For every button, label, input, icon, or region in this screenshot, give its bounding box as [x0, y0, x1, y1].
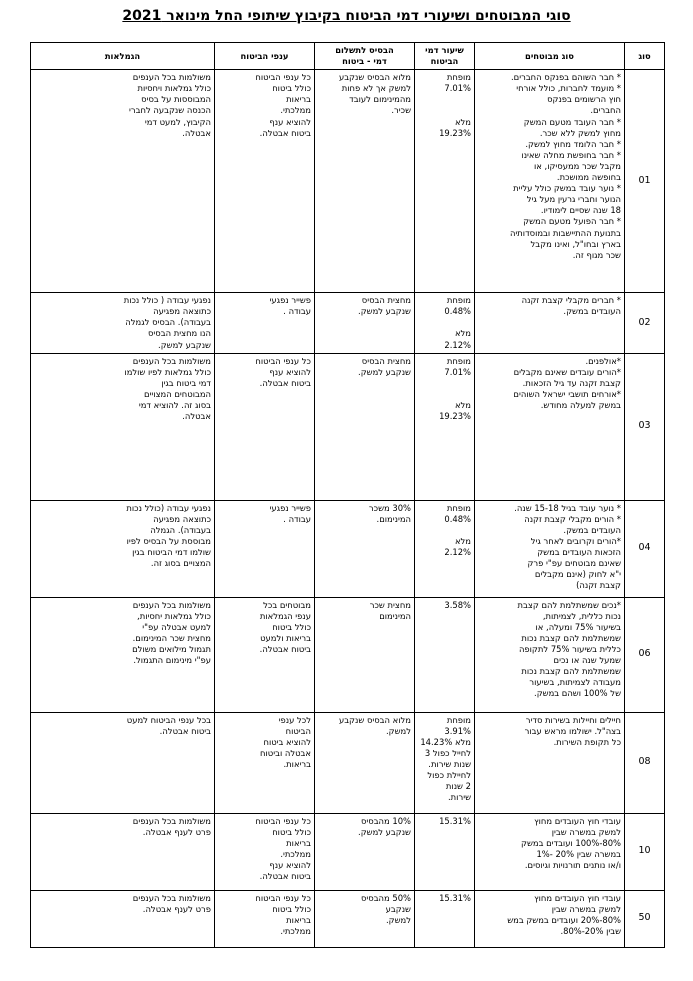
- table-header-row: [31, 43, 665, 70]
- table-row: [31, 597, 665, 712]
- cell-type: * חברים מקבלי קצבת זקנה העובדים במשק.: [475, 293, 625, 353]
- cell-rate: מופחת 3.91% מלא 14.23% לחייל כפול 3 שנות שירות. לחיילת כפול 2 שנות שירות.: [415, 712, 475, 813]
- header-code: סוג: [625, 43, 665, 70]
- cell-rate: מופחת 0.48% מלא 2.12%: [415, 293, 475, 353]
- table-row: [31, 890, 665, 947]
- cell-benefits: נפגעי עבודה (כולל נכות כתוצאה מפגיעה בעבודה). הגמלה מבוססת על הבסיס לפיו שולמו דמי הביטוח בגין המצויים בסוג זה.: [31, 500, 215, 597]
- header-branches: ענפי הביטוח: [215, 43, 315, 70]
- cell-benefits: משולמות בכל הענפים כולל גמלאות ויחסיות המבוססות על בסיס הכנסה שנקבעה לחברי הקיבוץ, למעט דמי אבטלה.: [31, 70, 215, 293]
- cell-code: 01: [625, 70, 665, 293]
- cell-branches: מבוטחים בכל ענפי הגמלאות כולל ביטוח בריאות ולמעט ביטוח אבטלה.: [215, 597, 315, 712]
- cell-benefits: בכל ענפי הביטוח למעט ביטוח אבטלה.: [31, 712, 215, 813]
- cell-code: 04: [625, 500, 665, 597]
- cell-type: עובדי חוץ העובדים מחוץ למשק במשרה שבין 80%-20% ועובדים במשק במש שבין 20%-80%.: [475, 890, 625, 947]
- cell-basis: מחצית שכר המינימום: [315, 597, 415, 712]
- cell-basis: מחצית הבסיס שנקבע למשק.: [315, 293, 415, 353]
- cell-rate: 15.31%: [415, 813, 475, 890]
- cell-rate: 3.58%: [415, 597, 475, 712]
- cell-basis: 10% מהבסיס שנקבע למשק.: [315, 813, 415, 890]
- cell-code: 02: [625, 293, 665, 353]
- cell-code: 03: [625, 353, 665, 500]
- cell-benefits: משולמות בכל הענפים פרט לענף אבטלה.: [31, 813, 215, 890]
- table-row: [31, 70, 665, 293]
- cell-branches: כל ענפי הביטוח כולל ביטוח בריאות ממלכתי. להוציא ענף ביטוח אבטלה.: [215, 813, 315, 890]
- table-row: [31, 813, 665, 890]
- table-row: [31, 293, 665, 353]
- cell-code: 08: [625, 712, 665, 813]
- table-row: [31, 353, 665, 500]
- cell-rate: מופחת 0.48% מלא 2.12%: [415, 500, 475, 597]
- cell-type: * נוער עובד בגיל 15-18 שנה. * הורים מקבלי קצבת זקנה העובדים במשק. *הורים וקרובים לאחר גיל הזכאות העובדים במשק שאינם מבוטחים עפ"י פרק י"א לחוק (אינם מקבלים קצבת זקנה): [475, 500, 625, 597]
- cell-basis: מלוא הבסיס שנקבע למשק אך לא פחות מהמינימום לעובד שכיר.: [315, 70, 415, 293]
- cell-rate: מופחת 7.01% מלא 19.23%: [415, 70, 475, 293]
- cell-rate: מופחת 7.01% מלא 19.23%: [415, 353, 475, 500]
- cell-benefits: נפגעי עבודה ( כולל נכות כתוצאה מפגיעה בעבודה). הבסיס לגמלה הנו מחצית הבסיס שנקבע למשק.: [31, 293, 215, 353]
- cell-type: * חבר השוהם בפנקס החברים. * מועמד לחברות, כולל אורחי חוץ הרשומים בפנקס החברים. * חבר העובד מטעם המשק מחוץ למשק ללא שכר. * חבר הלומד מחוץ למשק. * חבר בחופשת מחלה שאינו מקבל שכר ממעסיקו, או בחופשה ממושכת. * נוער עובד במשק כולל עליית הנוער וחברי גרעין מעל גיל 18 שנה שסיים לימודיו. * חבר הפועל מטעם המשק בתנועת ההתיישבות ובמוסדותיה בארץ ובחו"ל, ואינו מקבל שכר מגוף זה.: [475, 70, 625, 293]
- cell-basis: 50% מהבסיס שנקבע למשק.: [315, 890, 415, 947]
- cell-type: *אולפנים. *הורים עובדים שאינם מקבלים קצבת זקנה עד גיל הזכאות. *אורחים תושבי ישראל השוהים במשק למעלה מחודש.: [475, 353, 625, 500]
- cell-code: 10: [625, 813, 665, 890]
- cell-benefits: משולמות בכל הענפים פרט לענף אבטלה.: [31, 890, 215, 947]
- cell-code: 06: [625, 597, 665, 712]
- insured-types-table: [30, 42, 665, 948]
- header-benefits: הגמלאות: [31, 43, 215, 70]
- cell-basis: מחצית הבסיס שנקבע למשק.: [315, 353, 415, 500]
- header-basis: הבסיס לתשלום דמי - ביטוח: [315, 43, 415, 70]
- table-row: [31, 500, 665, 597]
- cell-rate: 15.31%: [415, 890, 475, 947]
- cell-branches: פשייר נפגעי עבודה .: [215, 293, 315, 353]
- cell-benefits: משולמות בכל הענפים כולל גמלאות יחסיות, למעט אבטלה עפ"י מחצית שכר המינימום. תגמול מילואים משולם עפ"י מינימום התגמול.: [31, 597, 215, 712]
- header-type: סוג מבוטחים: [475, 43, 625, 70]
- table-row: [31, 712, 665, 813]
- cell-branches: כל ענפי הביטוח להוציא ענף ביטוח אבטלה.: [215, 353, 315, 500]
- cell-benefits: משולמות בכל הענפים כולל גמלאות לפיו שולמו דמי ביטוח בגין המבוטחים המצויים בסוג זה. להוציא דמי אבטלה.: [31, 353, 215, 500]
- cell-basis: מלוא הבסיס שנקבע למשק.: [315, 712, 415, 813]
- cell-type: עובדי חוץ העובדים מחוץ למשק במשרה שבין 80%-100% ועובדים במשק במשרה שבין 20% -1% ו/או נותנים תורנויות וגיוסים.: [475, 813, 625, 890]
- cell-branches: כל ענפי הביטוח כולל ביטוח בריאות ממלכתי.: [215, 890, 315, 947]
- cell-branches: פשייר נפגעי עבודה .: [215, 500, 315, 597]
- cell-basis: 30% משכר המינימום.: [315, 500, 415, 597]
- cell-code: 50: [625, 890, 665, 947]
- cell-branches: לכל ענפי הביטוח להוציא ביטוח אבטלה וביטוח בריאות.: [215, 712, 315, 813]
- header-rate: שיעור דמי הביטוח: [415, 43, 475, 70]
- cell-type: *נכים שמשתלמת להם קצבת נכות כללית, לצמיתות, בשיעור 75% ומעלה, או שמשתלמת להם קצבת נכות כללית בשיעור 75% לתקופה שמעל שנה או נכים שמשתלמת להם קצבת נכות מעבודה לצמיתות, בשיעור של 100% ושהם במשק.: [475, 597, 625, 712]
- cell-branches: כל ענפי הביטוח כולל ביטוח בריאות ממלכתי. להוציא ענף ביטוח אבטלה.: [215, 70, 315, 293]
- cell-type: חיילים וחיילות בשירות סדיר בצה"ל. ישולמו מראש עבור כל תקופת השירות.: [475, 712, 625, 813]
- document-title: סוגי המבוטחים ושיעורי דמי הביטוח בקיבוץ שיתופי החל מינואר 2021: [122, 8, 571, 24]
